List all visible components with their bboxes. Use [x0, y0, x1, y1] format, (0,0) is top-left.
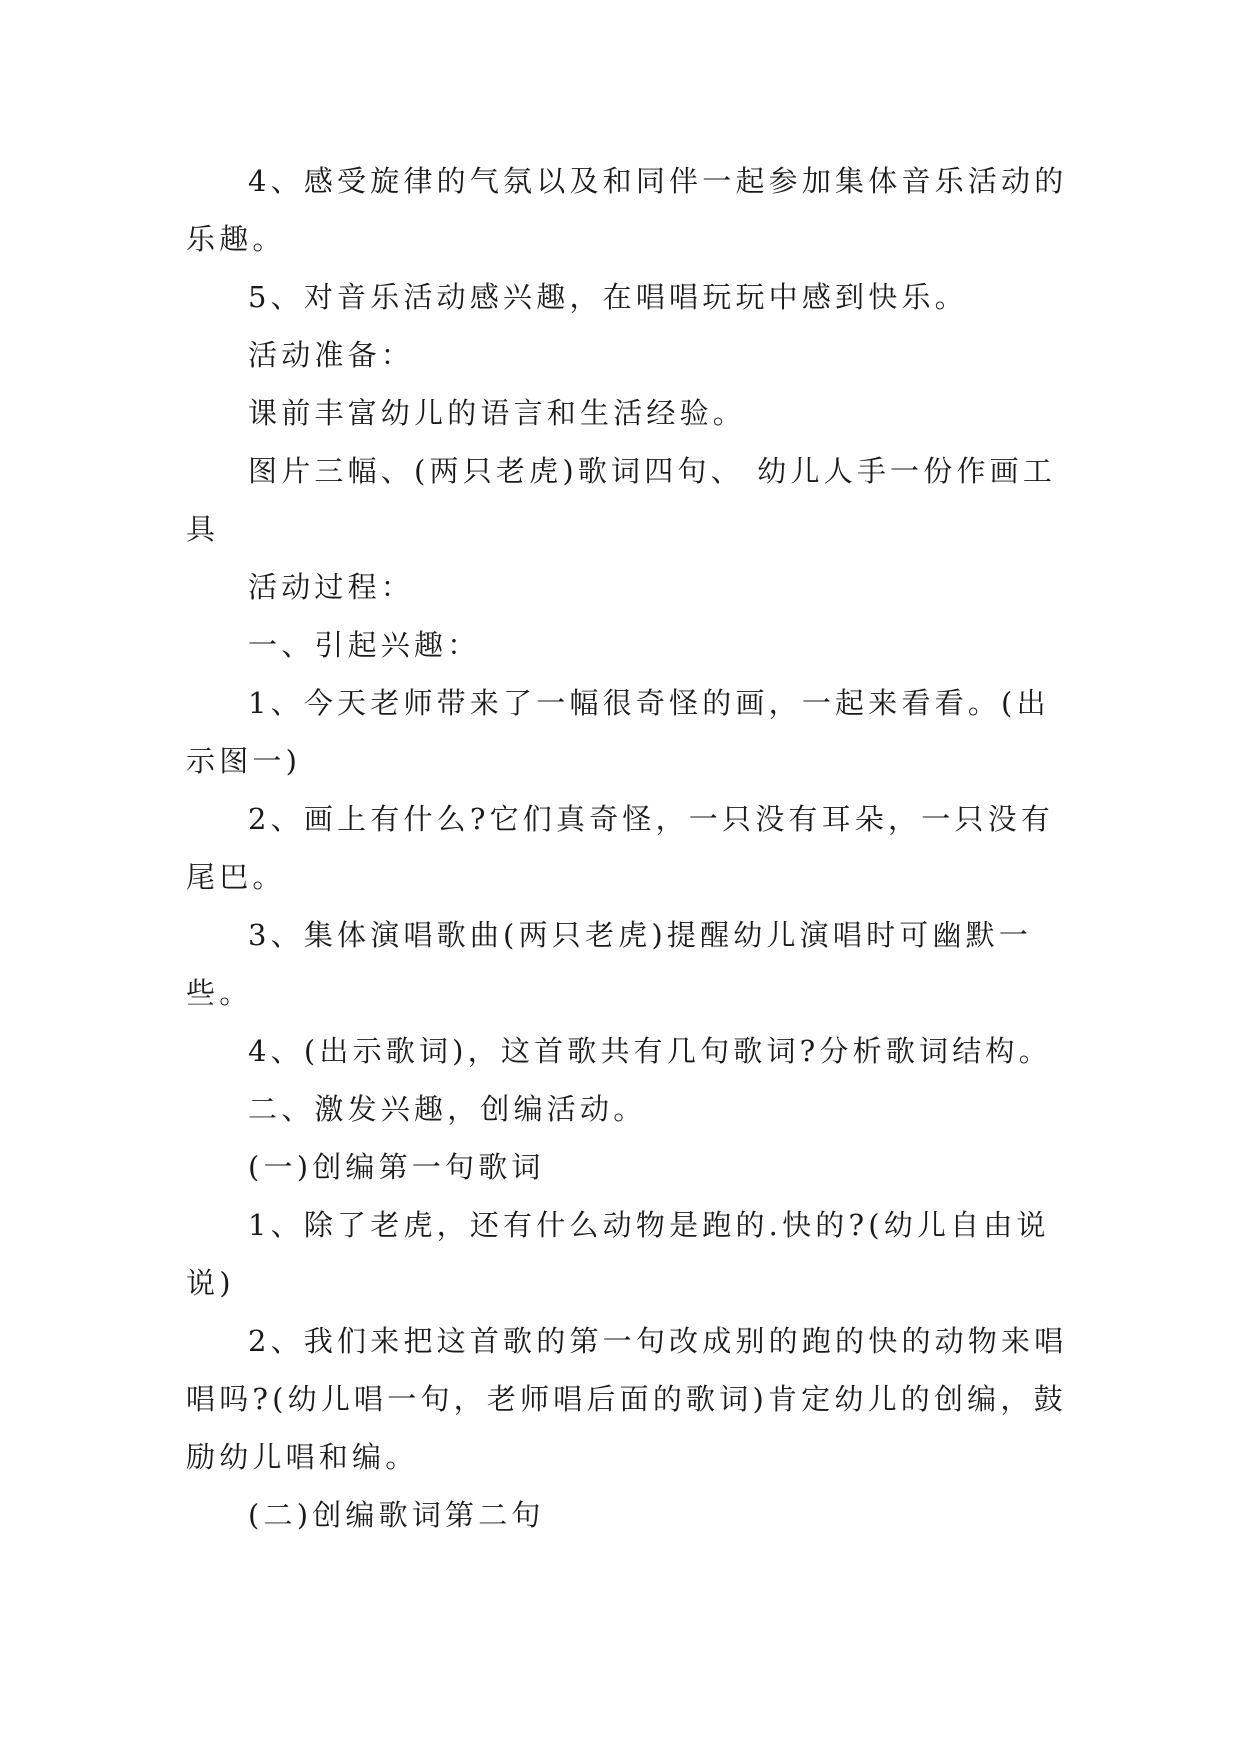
paragraph: 4、(出示歌词)，这首歌共有几句歌词?分析歌词结构。 — [248, 1034, 1052, 1068]
paragraph: 图片三幅、(两只老虎)歌词四句、 幼儿人手一份作画工具 — [186, 454, 1057, 546]
paragraph: 5、对音乐活动感兴趣，在唱唱玩玩中感到快乐。 — [248, 280, 968, 314]
paragraph: 3、集体演唱歌曲(两只老虎)提醒幼儿演唱时可幽默一些。 — [186, 918, 1033, 1010]
section-heading: 一、引起兴趣： — [248, 628, 481, 662]
paragraph: 课前丰富幼儿的语言和生活经验。 — [248, 396, 747, 430]
subsection-heading: (一)创编第一句歌词 — [248, 1150, 545, 1184]
subsection-heading: (二)创编歌词第二句 — [248, 1498, 545, 1532]
document-body — [186, 152, 1074, 1544]
paragraph: 4、感受旋律的气氛以及和同伴一起参加集体音乐活动的乐趣。 — [186, 164, 1068, 256]
section-heading: 活动准备： — [248, 338, 415, 372]
paragraph: 2、我们来把这首歌的第一句改成别的跑的快的动物来唱唱吗?(幼儿唱一句，老师唱后面的歌词)肯定幼儿的创编，鼓励幼儿唱和编。 — [186, 1324, 1068, 1474]
section-heading: 活动过程： — [248, 570, 415, 604]
paragraph: 2、画上有什么?它们真奇怪，一只没有耳朵，一只没有尾巴。 — [186, 802, 1054, 894]
section-heading: 二、激发兴趣，创编活动。 — [248, 1092, 647, 1126]
paragraph: 1、今天老师带来了一幅很奇怪的画，一起来看看。(出示图一) — [186, 686, 1050, 778]
paragraph: 1、除了老虎，还有什么动物是跑的.快的?(幼儿自由说说) — [186, 1208, 1050, 1300]
